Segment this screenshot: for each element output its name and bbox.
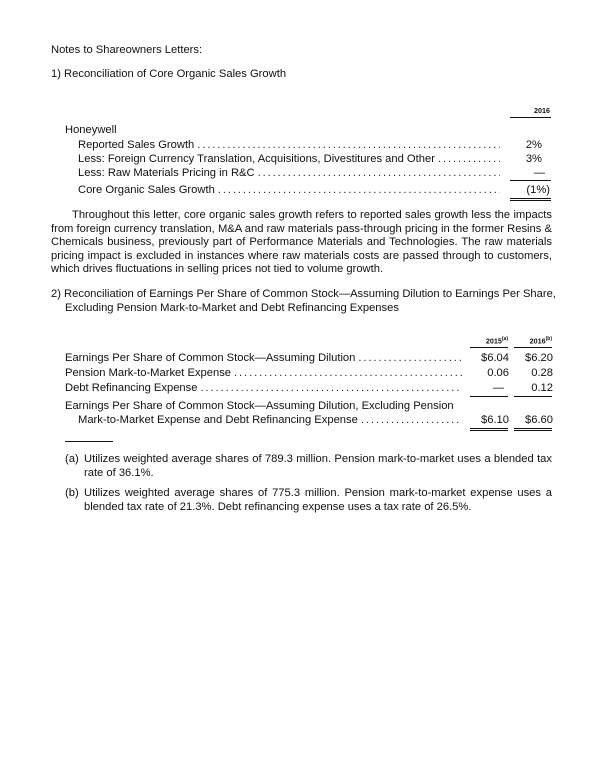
section1-total-rule-2 <box>510 200 551 201</box>
section2-header-rule-2016 <box>514 347 552 348</box>
row-label: Mark-to-Market Expense and Debt Refinancing Expense <box>78 414 358 426</box>
section1-row <box>78 167 503 179</box>
section2-row <box>65 382 465 394</box>
row-label: Reported Sales Growth <box>78 139 195 151</box>
section2-subtotal-rule-2016 <box>514 396 552 397</box>
footnote-text: Utilizes weighted average shares of 789.3 million. Pension mark-to-market uses a blended tax rate of 36.1%. <box>84 453 552 479</box>
row-value: — <box>533 167 545 179</box>
notes-heading: Notes to Shareowners Letters: <box>51 44 203 56</box>
section1-title: 1) Reconciliation of Core Organic Sales Growth <box>51 68 287 80</box>
section1-total-rule-1 <box>510 198 551 199</box>
footnote-b <box>65 487 552 514</box>
row-value-2015: 0.06 <box>487 367 509 379</box>
section2-total-rule-2016-2 <box>514 430 552 431</box>
dot-leader <box>358 352 462 364</box>
row-value-2016: 0.12 <box>531 382 553 394</box>
footnote-mark: (a) <box>65 453 79 465</box>
row-label: Pension Mark-to-Market Expense <box>65 367 232 379</box>
section1-subtotal-rule <box>510 180 551 181</box>
total-value-2016: $6.60 <box>525 414 553 426</box>
row-value-2015: $6.04 <box>481 352 509 364</box>
row-value: (1%) <box>526 184 550 196</box>
section1-row <box>78 153 503 165</box>
section1-header-rule <box>510 117 551 118</box>
section2-title-line2: Excluding Pension Mark-to-Market and Debt Refinancing Expenses <box>65 302 399 314</box>
footnote-mark: (b) <box>65 487 79 499</box>
dot-leader <box>218 184 500 196</box>
column-year: 2016 <box>529 336 546 346</box>
row-label: Less: Raw Materials Pricing in R&C <box>78 167 255 179</box>
column-year: 2015 <box>485 336 502 346</box>
dot-leader <box>234 367 462 379</box>
row-label: Less: Foreign Currency Translation, Acquisitions, Divestitures and Other <box>78 153 435 165</box>
section2-column-header-2016 <box>512 336 552 345</box>
section1-group-label: Honeywell <box>65 124 117 136</box>
footnote-text: Utilizes weighted average shares of 775.3 million. Pension mark-to-market expense uses a blended tax rate of 21.3%. Debt refinancing expense uses a tax rate of 26.5%. <box>84 487 552 513</box>
row-value: 3% <box>525 153 542 165</box>
dot-leader <box>361 414 462 426</box>
footnote-separator <box>65 441 113 442</box>
section2-header-rule-2015 <box>470 347 508 348</box>
row-label: Core Organic Sales Growth <box>78 184 215 196</box>
dot-leader <box>258 167 500 179</box>
section2-total-label-line1: Earnings Per Share of Common Stock—Assuming Dilution, Excluding Pension <box>65 400 454 412</box>
section2-total-row <box>78 414 465 426</box>
section2-subtotal-rule-2015 <box>470 396 508 397</box>
section2-title-line1: 2) Reconciliation of Earnings Per Share of Common Stock—Assuming Dilution to Earnings Per Share, <box>51 288 556 300</box>
row-label: Earnings Per Share of Common Stock—Assuming Dilution <box>65 352 356 364</box>
dot-leader <box>197 139 500 151</box>
section1-total-row <box>78 184 503 196</box>
row-value-2016: $6.20 <box>525 352 553 364</box>
section2-total-rule-2015-1 <box>470 428 508 429</box>
section2-total-rule-2016-1 <box>514 428 552 429</box>
column-note: (b) <box>545 336 552 342</box>
row-label: Debt Refinancing Expense <box>65 382 198 394</box>
section2-total-rule-2015-2 <box>470 430 508 431</box>
section2-row <box>65 352 465 364</box>
row-value-2016: 0.28 <box>531 367 553 379</box>
dot-leader <box>438 153 500 165</box>
section1-column-header: 2016 <box>534 106 550 115</box>
section2-column-header-2015 <box>470 336 508 345</box>
dot-leader <box>200 382 462 394</box>
row-value: 2% <box>525 139 542 151</box>
total-value-2015: $6.10 <box>481 414 509 426</box>
body-paragraph: Throughout this letter, core organic sales growth refers to reported sales growth less the impacts from foreign currency translation, M&A and raw materials pass-through pricing in the former Resins & Chemicals business, previously part of Performance Materials and Technologies. The raw materials pricing impact is excluded in instances where raw materials costs are passed through to customers, which drives fluctuations in selling prices not tied to volume growth. <box>51 209 552 276</box>
section1-row <box>78 139 503 151</box>
row-value-2015: — <box>492 382 504 394</box>
column-note: (a) <box>501 336 508 342</box>
section2-row <box>65 367 465 379</box>
footnote-a <box>65 453 552 480</box>
